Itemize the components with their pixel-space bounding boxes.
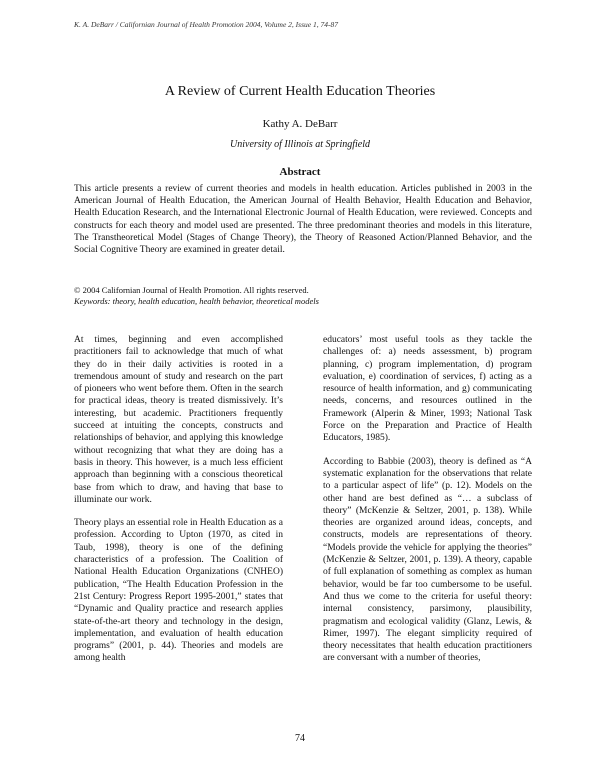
- body-paragraph: According to Babbie (2003), theory is defined as “A systematic explanation for the observations that relate to a particular aspect of life” (p. 12). Models on the other hand are best defined as “… a subclass of theory” (McKenzie & Seltzer, 2001, p. 138). While theories are organized around ideas, concepts, and constructs, models are representations of theory. “Models provide the vehicle for applying the theories” (McKenzie & Seltzer, 2001, p. 139). A theory, capable of full explanation of something as complex as human behavior, would be far too cumbersome to be useful. And thus we come to the criteria for useful theory: internal consistency, parsimony, plausibility, pragmatism and ecological validity (Glanz, Lewis, & Rimer, 1997). The elegant simplicity required of theory necessitates that health education practitioners are conversant with a number of theories,: [323, 456, 532, 664]
- article-title: A Review of Current Health Education Theories: [164, 84, 436, 99]
- abstract-text: This article presents a review of current theories and models in health education. Articles published in 2003 in the American Journal of Health Education, the American Journal of Health Behavior, Health Education and Behavior, Health Education Research, and the International Electronic Journal of Health Education, were reviewed. Concepts and constructs for each theory and model used are presented. The three predominant theories and models in this literature, The Transtheoretical Model (Stages of Change Theory), the Theory of Reasoned Action/Planned Behavior, and the Social Cognitive Theory are examined in greater detail.: [74, 184, 532, 256]
- body-paragraph: At times, beginning and even accomplished practitioners fail to acknowledge that much of what they do in their daily activities is rooted in a tremendous amount of study and research on the part of pioneers who went before them. Often in the search for practical ideas, theory is treated dismissively. It’s interesting, but academic. Practitioners frequently succeed at intuiting the concepts, constructs and relationships of behavior, and applying this knowledge without recognizing that what they are doing has a basis in theory. This however, is a much less efficient approach than beginning with a conscious theoretical base from which to draw, and having that base to illuminate our work.: [74, 335, 283, 505]
- author-affiliation: University of Illinois at Springfield: [230, 139, 370, 150]
- author-name: Kathy A. DeBarr: [262, 118, 338, 130]
- page-number: 74: [295, 733, 305, 744]
- body-column-left: [74, 334, 283, 676]
- body-paragraph: Theory plays an essential role in Health Education as a profession. According to Upton (1970, as cited in Taub, 1998), theory is one of the defining characteristics of a profession. The Coalition of National Health Education Organizations (CNHEO) publication, “The Health Education Profession in the 21st Century: Progress Report 1995-2001,” states that “Dynamic and Quality practice and research applies state-of-the-art theory and technology in the design, implementation, and evaluation of health education programs” (2001, p. 44). Theories and models are among health: [74, 518, 283, 664]
- body-column-right: [323, 334, 532, 676]
- body-paragraph: educators’ most useful tools as they tackle the challenges of: a) needs assessment, b) program planning, c) program implementation, d) program evaluation, e) coordination of services, f) acting as a resource of health information, and g) communicating needs, concerns, and resources outlined in the Framework (Alperin & Miner, 1993; National Task Force on the Preparation and Practice of Health Educators, 1985).: [323, 335, 532, 444]
- abstract-heading: Abstract: [279, 166, 321, 178]
- keywords-line: Keywords: theory, health education, health behavior, theoretical models: [74, 296, 319, 306]
- copyright-notice: © 2004 Californian Journal of Health Promotion. All rights reserved.: [74, 285, 309, 295]
- running-head: K. A. DeBarr / Californian Journal of Health Promotion 2004, Volume 2, Issue 1, 74-87: [74, 20, 338, 29]
